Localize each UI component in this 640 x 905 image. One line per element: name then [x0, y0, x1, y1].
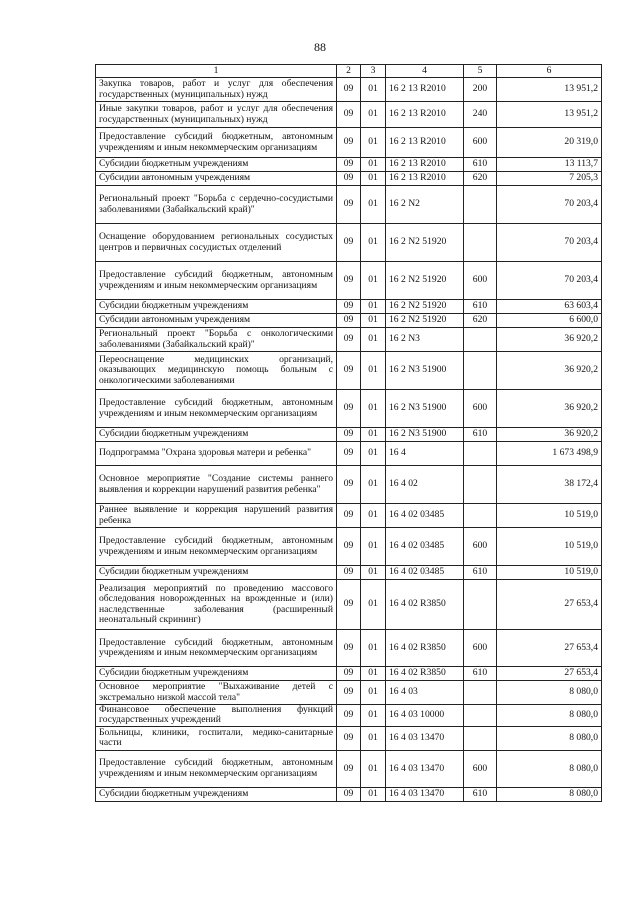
cell-target-code: 16 4 02 R3850: [386, 580, 464, 630]
cell-subsection: 01: [361, 186, 386, 224]
header-row: [96, 65, 602, 78]
cell-section: 09: [337, 580, 361, 630]
cell-section: 09: [337, 442, 361, 466]
cell-subsection: 01: [361, 787, 386, 801]
cell-expense-type: 610: [464, 158, 497, 172]
cell-name: Субсидии бюджетным учреждениям: [96, 158, 337, 172]
table-row: [96, 466, 602, 504]
cell-subsection: 01: [361, 172, 386, 186]
cell-expense-type: 600: [464, 528, 497, 566]
cell-amount: 1 673 498,9: [497, 442, 602, 466]
cell-name: Иные закупки товаров, работ и услуг для обеспечения государственных (муниципальных) нужд: [96, 102, 337, 128]
cell-name: Субсидии бюджетным учреждениям: [96, 300, 337, 314]
cell-section: 09: [337, 504, 361, 528]
cell-subsection: 01: [361, 262, 386, 300]
cell-name: Субсидии бюджетным учреждениям: [96, 787, 337, 801]
cell-expense-type: 610: [464, 667, 497, 681]
cell-expense-type: [464, 726, 497, 750]
cell-expense-type: 600: [464, 390, 497, 428]
cell-name: Предоставление субсидий бюджетным, автономным учреждениям и иным некоммерческим организациям: [96, 750, 337, 787]
cell-amount: 8 080,0: [497, 750, 602, 787]
table-row: [96, 726, 602, 750]
table-row: [96, 172, 602, 186]
cell-name: Финансовое обеспечение выполнения функций государственных учреждений: [96, 705, 337, 727]
cell-target-code: 16 4 03 13470: [386, 726, 464, 750]
table-row: [96, 566, 602, 580]
table-row: [96, 328, 602, 352]
cell-target-code: 16 4 02 03485: [386, 504, 464, 528]
cell-expense-type: 200: [464, 78, 497, 102]
cell-section: 09: [337, 102, 361, 128]
cell-name: Закупка товаров, работ и услуг для обеспечения государственных (муниципальных) нужд: [96, 78, 337, 102]
cell-expense-type: [464, 442, 497, 466]
cell-expense-type: 600: [464, 750, 497, 787]
cell-target-code: 16 4 03 13470: [386, 787, 464, 801]
cell-section: 09: [337, 787, 361, 801]
table-row: [96, 314, 602, 328]
cell-name: Субсидии автономным учреждениям: [96, 314, 337, 328]
cell-section: 09: [337, 428, 361, 442]
cell-subsection: 01: [361, 158, 386, 172]
cell-section: 09: [337, 630, 361, 667]
cell-expense-type: [464, 580, 497, 630]
cell-amount: 38 172,4: [497, 466, 602, 504]
cell-amount: 63 603,4: [497, 300, 602, 314]
cell-section: 09: [337, 466, 361, 504]
cell-name: Предоставление субсидий бюджетным, автономным учреждениям и иным некоммерческим организациям: [96, 630, 337, 667]
cell-amount: 70 203,4: [497, 224, 602, 262]
table-row: [96, 224, 602, 262]
table-row: [96, 528, 602, 566]
cell-subsection: 01: [361, 78, 386, 102]
cell-section: 09: [337, 224, 361, 262]
cell-subsection: 01: [361, 428, 386, 442]
cell-subsection: 01: [361, 630, 386, 667]
cell-name: Основное мероприятие "Выхаживание детей с экстремально низкой массой тела": [96, 681, 337, 705]
cell-target-code: 16 2 N3 51900: [386, 390, 464, 428]
cell-subsection: 01: [361, 681, 386, 705]
cell-amount: 10 519,0: [497, 528, 602, 566]
cell-expense-type: 610: [464, 566, 497, 580]
cell-section: 09: [337, 128, 361, 158]
cell-amount: 8 080,0: [497, 681, 602, 705]
cell-name: Региональный проект "Борьба с онкологическими заболеваниями (Забайкальский край)": [96, 328, 337, 352]
cell-expense-type: 600: [464, 262, 497, 300]
cell-section: 09: [337, 158, 361, 172]
cell-expense-type: [464, 705, 497, 727]
table-row: [96, 580, 602, 630]
cell-name: Предоставление субсидий бюджетным, автономным учреждениям и иным некоммерческим организациям: [96, 128, 337, 158]
cell-subsection: 01: [361, 528, 386, 566]
cell-target-code: 16 2 13 R2010: [386, 102, 464, 128]
cell-section: 09: [337, 352, 361, 390]
table-row: [96, 705, 602, 727]
cell-subsection: 01: [361, 750, 386, 787]
cell-subsection: 01: [361, 314, 386, 328]
cell-amount: 8 080,0: [497, 705, 602, 727]
cell-expense-type: [464, 504, 497, 528]
table-row: [96, 102, 602, 128]
cell-amount: 70 203,4: [497, 262, 602, 300]
cell-name: Реализация мероприятий по проведению массового обследования новорожденных на врожденные и (или) наследственные заболевания (расширенный неонатальный скрининг): [96, 580, 337, 630]
page-number: 88: [314, 40, 326, 54]
cell-section: 09: [337, 328, 361, 352]
cell-target-code: 16 4 02 R3850: [386, 667, 464, 681]
cell-amount: 27 653,4: [497, 630, 602, 667]
cell-section: 09: [337, 681, 361, 705]
cell-expense-type: [464, 352, 497, 390]
header-cell-section: 2: [337, 65, 361, 78]
cell-target-code: 16 2 N3: [386, 328, 464, 352]
table-row: [96, 442, 602, 466]
cell-target-code: 16 4 03: [386, 681, 464, 705]
cell-target-code: 16 2 N2 51920: [386, 314, 464, 328]
cell-subsection: 01: [361, 566, 386, 580]
cell-target-code: 16 2 N2 51920: [386, 300, 464, 314]
cell-target-code: 16 2 N2 51920: [386, 224, 464, 262]
cell-subsection: 01: [361, 390, 386, 428]
cell-section: 09: [337, 566, 361, 580]
cell-name: Субсидии бюджетным учреждениям: [96, 667, 337, 681]
cell-amount: 8 080,0: [497, 787, 602, 801]
cell-amount: 36 920,2: [497, 328, 602, 352]
cell-target-code: 16 2 N3 51900: [386, 352, 464, 390]
cell-name: Региональный проект "Борьба с сердечно-сосудистыми заболеваниями (Забайкальский край)": [96, 186, 337, 224]
cell-name: Раннее выявление и коррекция нарушений развития ребенка: [96, 504, 337, 528]
cell-amount: 70 203,4: [497, 186, 602, 224]
cell-section: 09: [337, 78, 361, 102]
cell-section: 09: [337, 262, 361, 300]
cell-target-code: 16 2 N2 51920: [386, 262, 464, 300]
cell-amount: 10 519,0: [497, 504, 602, 528]
cell-section: 09: [337, 172, 361, 186]
cell-target-code: 16 4 03 10000: [386, 705, 464, 727]
cell-target-code: 16 4 02 03485: [386, 566, 464, 580]
cell-subsection: 01: [361, 128, 386, 158]
cell-subsection: 01: [361, 504, 386, 528]
cell-expense-type: 610: [464, 787, 497, 801]
cell-subsection: 01: [361, 667, 386, 681]
cell-amount: 7 205,3: [497, 172, 602, 186]
cell-section: 09: [337, 528, 361, 566]
cell-subsection: 01: [361, 705, 386, 727]
table-row: [96, 787, 602, 801]
cell-name: Предоставление субсидий бюджетным, автономным учреждениям и иным некоммерческим организациям: [96, 390, 337, 428]
cell-expense-type: 600: [464, 630, 497, 667]
table-row: [96, 158, 602, 172]
cell-expense-type: 610: [464, 300, 497, 314]
cell-section: 09: [337, 750, 361, 787]
cell-amount: 36 920,2: [497, 390, 602, 428]
cell-name: Подпрограмма "Охрана здоровья матери и ребенка": [96, 442, 337, 466]
table-row: [96, 262, 602, 300]
table-row: [96, 750, 602, 787]
cell-amount: 27 653,4: [497, 667, 602, 681]
table-row: [96, 186, 602, 224]
header-cell-name: 1: [96, 65, 337, 78]
cell-subsection: 01: [361, 726, 386, 750]
cell-amount: 36 920,2: [497, 352, 602, 390]
cell-expense-type: 610: [464, 428, 497, 442]
table-row: [96, 390, 602, 428]
cell-target-code: 16 4 02 R3850: [386, 630, 464, 667]
cell-amount: 6 600,0: [497, 314, 602, 328]
cell-expense-type: [464, 224, 497, 262]
cell-target-code: 16 4 03 13470: [386, 750, 464, 787]
cell-amount: 13 951,2: [497, 102, 602, 128]
table-row: [96, 667, 602, 681]
cell-subsection: 01: [361, 224, 386, 262]
cell-section: 09: [337, 300, 361, 314]
cell-name: Предоставление субсидий бюджетным, автономным учреждениям и иным некоммерческим организациям: [96, 262, 337, 300]
cell-target-code: 16 2 13 R2010: [386, 158, 464, 172]
cell-name: Больницы, клиники, госпитали, медико-санитарные части: [96, 726, 337, 750]
cell-section: 09: [337, 390, 361, 428]
cell-subsection: 01: [361, 352, 386, 390]
header-cell-expense-type: 5: [464, 65, 497, 78]
header-cell-subsection: 3: [361, 65, 386, 78]
cell-target-code: 16 2 N2: [386, 186, 464, 224]
budget-table: [95, 64, 602, 802]
cell-expense-type: 600: [464, 128, 497, 158]
cell-expense-type: 620: [464, 314, 497, 328]
cell-name: Субсидии автономным учреждениям: [96, 172, 337, 186]
header-cell-amount: 6: [497, 65, 602, 78]
cell-amount: 13 951,2: [497, 78, 602, 102]
cell-name: Предоставление субсидий бюджетным, автономным учреждениям и иным некоммерческим организациям: [96, 528, 337, 566]
cell-amount: 8 080,0: [497, 726, 602, 750]
cell-expense-type: [464, 466, 497, 504]
cell-subsection: 01: [361, 300, 386, 314]
cell-target-code: 16 2 N3 51900: [386, 428, 464, 442]
header-cell-target-code: 4: [386, 65, 464, 78]
cell-subsection: 01: [361, 442, 386, 466]
table-row: [96, 128, 602, 158]
cell-section: 09: [337, 186, 361, 224]
cell-expense-type: 620: [464, 172, 497, 186]
cell-name: Переоснащение медицинских организаций, оказывающих медицинскую помощь больным с онкологическими заболеваниями: [96, 352, 337, 390]
cell-section: 09: [337, 667, 361, 681]
cell-name: Основное мероприятие "Создание системы раннего выявления и коррекции нарушений развития ребенка": [96, 466, 337, 504]
cell-name: Оснащение оборудованием региональных сосудистых центров и первичных сосудистых отделений: [96, 224, 337, 262]
cell-target-code: 16 4 02: [386, 466, 464, 504]
table-row: [96, 352, 602, 390]
table-row: [96, 428, 602, 442]
cell-expense-type: 240: [464, 102, 497, 128]
cell-subsection: 01: [361, 328, 386, 352]
cell-name: Субсидии бюджетным учреждениям: [96, 428, 337, 442]
table-row: [96, 300, 602, 314]
cell-amount: 10 519,0: [497, 566, 602, 580]
cell-section: 09: [337, 314, 361, 328]
cell-amount: 36 920,2: [497, 428, 602, 442]
cell-target-code: 16 2 13 R2010: [386, 78, 464, 102]
cell-subsection: 01: [361, 102, 386, 128]
cell-target-code: 16 2 13 R2010: [386, 172, 464, 186]
cell-subsection: 01: [361, 466, 386, 504]
cell-target-code: 16 2 13 R2010: [386, 128, 464, 158]
table-row: [96, 504, 602, 528]
cell-section: 09: [337, 726, 361, 750]
table-row: [96, 681, 602, 705]
cell-expense-type: [464, 328, 497, 352]
cell-amount: 20 319,0: [497, 128, 602, 158]
cell-amount: 27 653,4: [497, 580, 602, 630]
cell-section: 09: [337, 705, 361, 727]
cell-expense-type: [464, 681, 497, 705]
cell-subsection: 01: [361, 580, 386, 630]
cell-target-code: 16 4: [386, 442, 464, 466]
cell-name: Субсидии бюджетным учреждениям: [96, 566, 337, 580]
cell-target-code: 16 4 02 03485: [386, 528, 464, 566]
cell-amount: 13 113,7: [497, 158, 602, 172]
table-row: [96, 630, 602, 667]
table-row: [96, 78, 602, 102]
cell-expense-type: [464, 186, 497, 224]
